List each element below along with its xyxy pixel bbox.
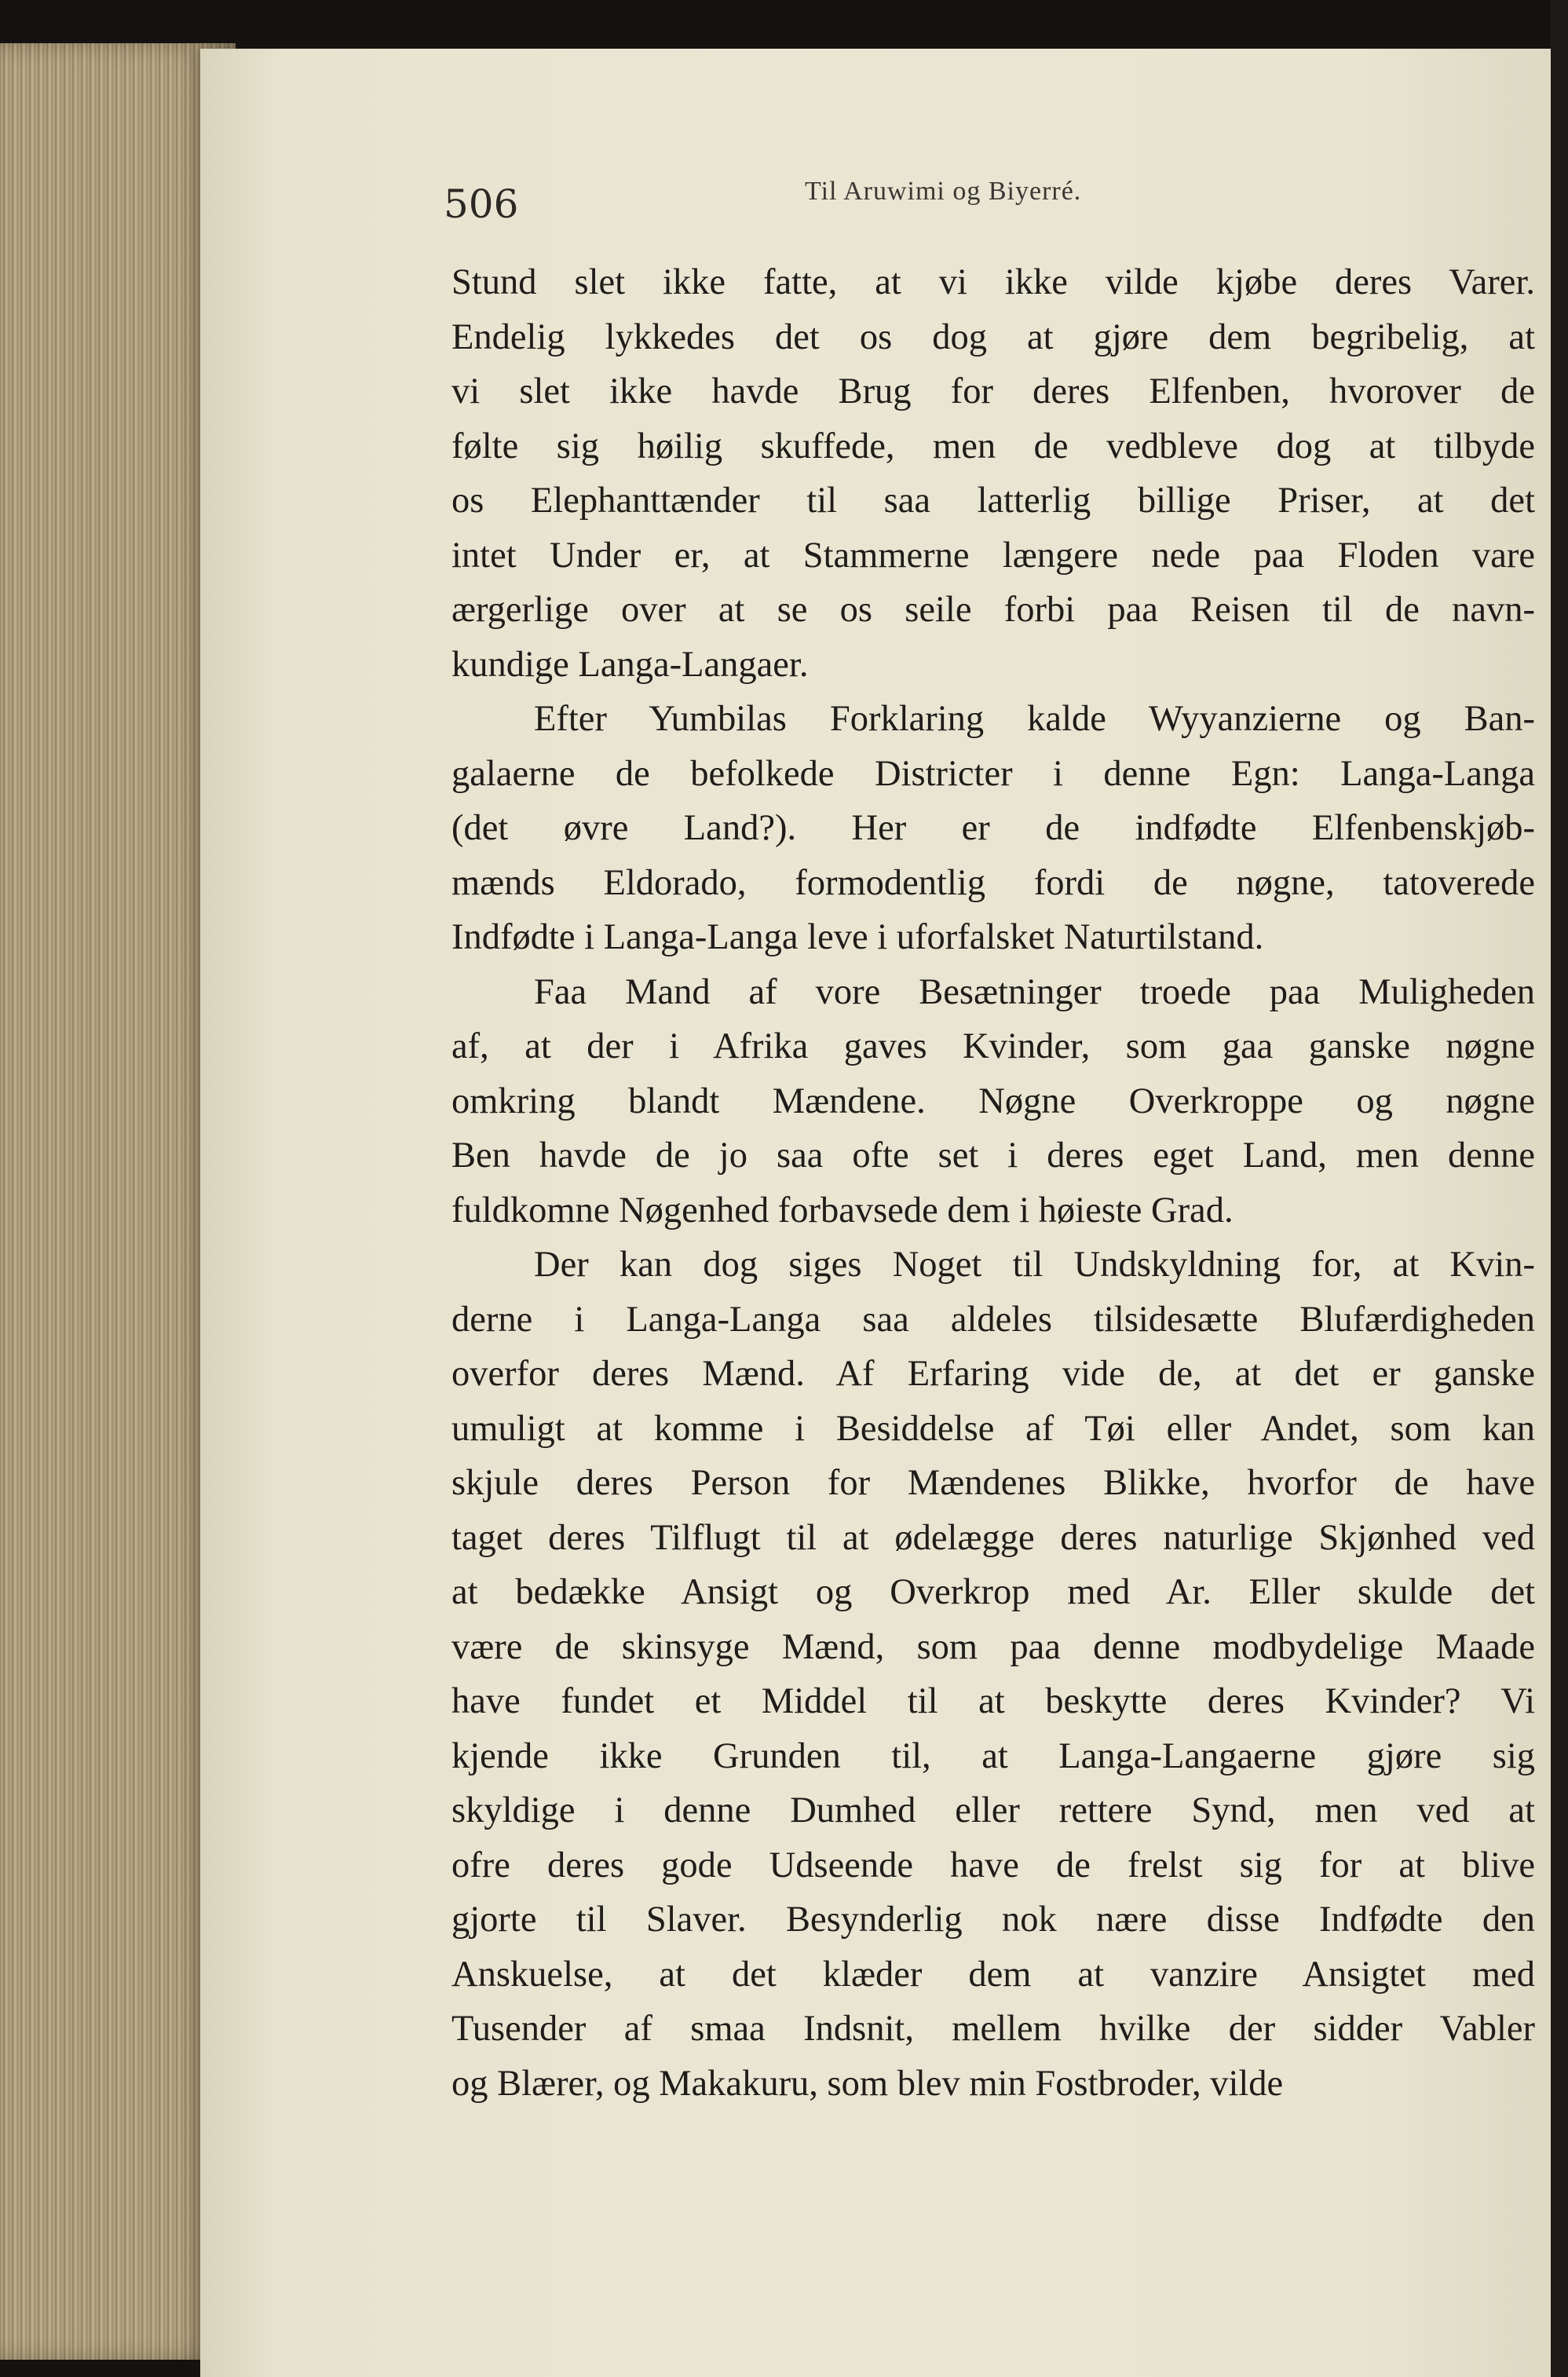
- text-line: Efter Yumbilas Forklaring kalde Wyyanzierne og Ban-: [534, 699, 1535, 739]
- page-header: [444, 177, 1527, 240]
- text-line: fuldkomne Nøgenhed forbavsede dem i høieste Grad.: [451, 1190, 1234, 1231]
- text-line: mænds Eldorado, formodentlig fordi de nøgne, tatoverede: [451, 862, 1535, 903]
- page-number: 506: [444, 181, 519, 227]
- text-line: taget deres Tilflugt til at ødelægge deres naturlige Skjønhed ved: [451, 1517, 1535, 1558]
- text-line: at bedække Ansigt og Overkrop med Ar. Eller skulde det: [451, 1572, 1535, 1612]
- text-line: skjule deres Person for Mændenes Blikke, hvorfor de have: [451, 1463, 1535, 1503]
- text-line: følte sig høilig skuffede, men de vedbleve dog at tilbyde: [451, 426, 1535, 466]
- text-line: Der kan dog siges Noget til Undskyldning for, at Kvin-: [534, 1245, 1535, 1285]
- text-line: Stund slet ikke fatte, at vi ikke vilde kjøbe deres Varer.: [451, 262, 1535, 302]
- scan-border: [1551, 0, 1568, 2377]
- text-line: os Elephanttænder til saa latterlig billige Priser, at det: [451, 481, 1535, 521]
- text-line: omkring blandt Mændene. Nøgne Overkroppe og nøgne: [451, 1081, 1535, 1121]
- text-line: kjende ikke Grunden til, at Langa-Langaerne gjøre sig: [451, 1735, 1535, 1776]
- paragraph: [451, 965, 1535, 1238]
- text-line: ærgerlige over at se os seile forbi paa Reisen til de navn-: [451, 590, 1535, 630]
- text-line: af, at der i Afrika gaves Kvinder, som gaa ganske nøgne: [451, 1026, 1535, 1066]
- text-line: Anskuelse, at det klæder dem at vanzire Ansigtet med: [451, 1954, 1535, 1995]
- body-text: [451, 255, 1535, 2111]
- text-line: og Blærer, og Makakuru, som blev min Fostbroder, vilde: [451, 2063, 1284, 2104]
- paragraph: [451, 1238, 1535, 2111]
- text-line: overfor deres Mænd. Af Erfaring vide de, at det er ganske: [451, 1354, 1535, 1394]
- text-line: (det øvre Land?). Her er de indfødte Elfenbenskjøb-: [451, 808, 1535, 848]
- paragraph: [451, 692, 1535, 965]
- text-line: vi slet ikke havde Brug for deres Elfenben, hvorover de: [451, 371, 1535, 411]
- text-line: galaerne de befolkede Districter i denne Egn: Langa-Langa: [451, 753, 1535, 794]
- text-line: kundige Langa-Langaer.: [451, 644, 809, 685]
- running-title: Til Aruwimi og Biyerré.: [805, 177, 1082, 206]
- text-line: Tusender af smaa Indsnit, mellem hvilke der sidder Vabler: [451, 2009, 1535, 2049]
- text-line: gjorte til Slaver. Besynderlig nok nære disse Indfødte den: [451, 1900, 1535, 1940]
- text-line: derne i Langa-Langa saa aldeles tilsidesætte Blufærdigheden: [451, 1299, 1535, 1340]
- text-line: intet Under er, at Stammerne længere nede paa Floden vare: [451, 535, 1535, 576]
- text-line: Ben havde de jo saa ofte set i deres eget Land, men denne: [451, 1135, 1535, 1176]
- text-line: skyldige i denne Dumhed eller rettere Synd, men ved at: [451, 1790, 1535, 1830]
- text-line: Indfødte i Langa-Langa leve i uforfalsket Naturtilstand.: [451, 917, 1264, 957]
- text-line: ofre deres gode Udseende have de frelst sig for at blive: [451, 1845, 1535, 1885]
- paragraph: [451, 255, 1535, 692]
- text-line: være de skinsyge Mænd, som paa denne modbydelige Maade: [451, 1626, 1535, 1667]
- text-line: Endelig lykkedes det os dog at gjøre dem begribelig, at: [451, 316, 1535, 357]
- text-line: Faa Mand af vore Besætninger troede paa Muligheden: [534, 971, 1535, 1012]
- text-line: umuligt at komme i Besiddelse af Tøi eller Andet, som kan: [451, 1408, 1535, 1449]
- text-line: have fundet et Middel til at beskytte deres Kvinder? Vi: [451, 1681, 1535, 1721]
